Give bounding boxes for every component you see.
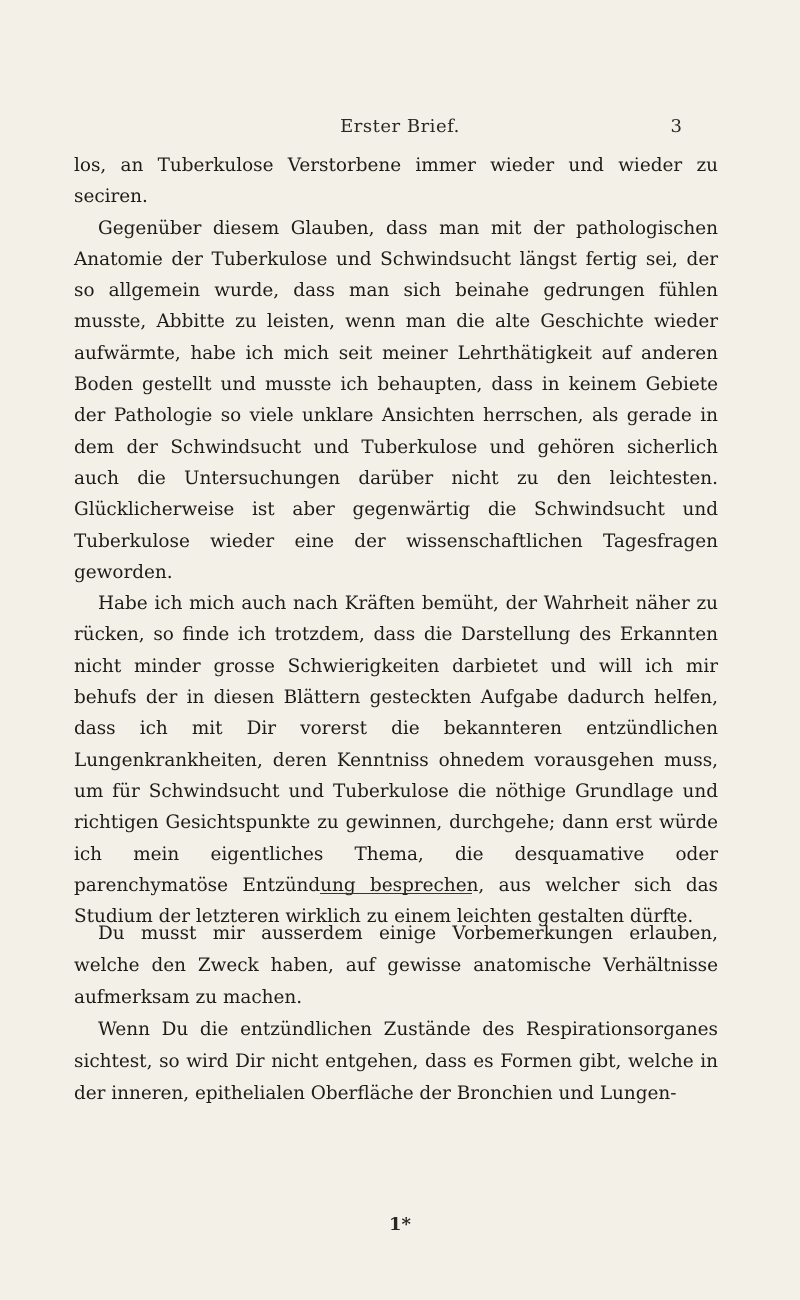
paragraph: Habe ich mich auch nach Kräften bemüht, der Wahrheit näher zu rücken, so finde ich trotzdem, dass die Darstellung des Erkannten nicht minder grosse Schwierigkeiten darbietet und will ich mir behufs der in diesen Blättern gesteckten Aufgabe dadurch helfen, dass ich mit Dir vorerst die bekannteren entzündlichen Lungenkrankheiten, deren Kenntniss ohnedem vorausgehen muss, um für Schwindsucht und Tuberkulose die nöthige Grundlage und richtigen Gesichtspunkte zu gewinnen, durchgehe; dann erst würde ich mein eigentliches Thema, die desquamative oder parenchymatöse Entzündung besprechen, aus welcher sich das Studium der letzteren wirklich zu einem leichten gestalten dürfte. <box>74 593 718 928</box>
second-section <box>74 918 718 1110</box>
page-number: 3 <box>670 116 682 137</box>
main-text <box>74 150 718 932</box>
paragraph: Wenn Du die entzündlichen Zustände des Respirationsorganes sichtest, so wird Dir nicht entgehen, dass es Formen gibt, welche in der inneren, epithelialen Oberfläche der Bronchien und Lungen- <box>74 1019 718 1104</box>
paragraph: Gegenüber diesem Glauben, dass man mit der pathologischen Anatomie der Tuberkulose und Schwindsucht längst fertig sei, der so allgemein wurde, dass man sich beinahe gedrungen fühlen musste, Abbitte zu leisten, wenn man die alte Geschichte wieder aufwärmte, habe ich mich seit meiner Lehrthätigkeit auf anderen Boden gestellt und musste ich behaupten, dass in keinem Gebiete der Pathologie so viele unklare Ansichten herrschen, als gerade in dem der Schwindsucht und Tuberkulose und gehören sicherlich auch die Untersuchungen darüber nicht zu den leichtesten. Glücklicherweise ist aber gegenwärtig die Schwindsucht und Tuberkulose wieder eine der wissenschaftlichen Tagesfragen geworden. <box>74 217 718 583</box>
running-head-title: Erster Brief. <box>340 116 460 137</box>
running-head <box>0 116 800 140</box>
paragraph: Du musst mir ausserdem einige Vorbemerkungen erlauben, welche den Zweck haben, auf gewisse anatomische Verhältnisse aufmerksam zu machen. <box>74 923 718 1008</box>
printer-signature-mark: 1* <box>389 1214 411 1235</box>
paragraph-continuation: los, an Tuberkulose Verstorbene immer wieder und wieder zu seciren. <box>74 155 718 208</box>
section-divider <box>320 893 472 894</box>
